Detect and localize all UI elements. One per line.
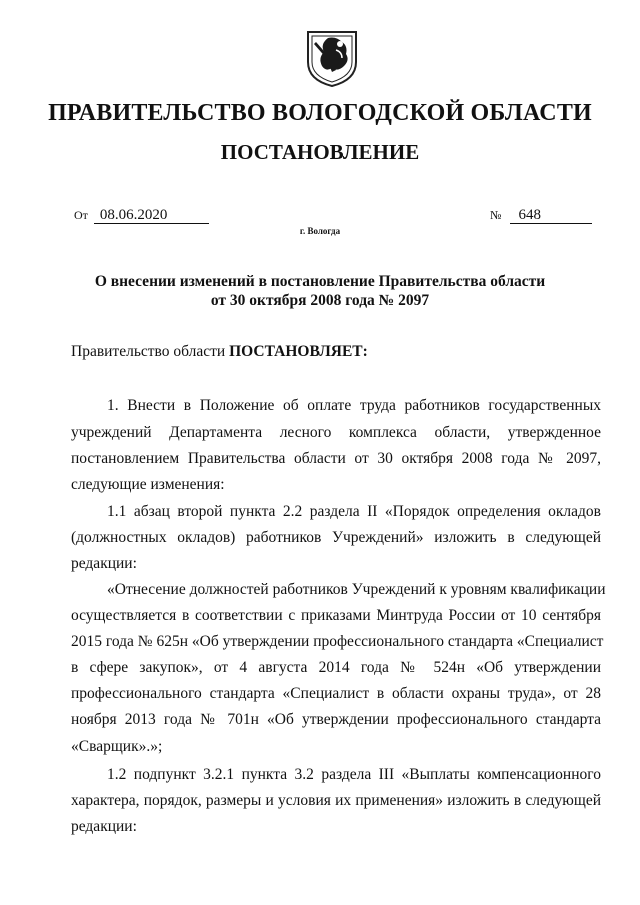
number-label: № — [490, 208, 502, 222]
subject-line: О внесении изменений в постановление Правительства области — [94, 273, 546, 290]
number-value: 648 — [510, 207, 592, 224]
date-value: 08.06.2020 — [94, 207, 209, 224]
government-title: ПРАВИТЕЛЬСТВО ВОЛОГОДСКОЙ ОБЛАСТИ — [48, 100, 592, 126]
paragraph-line: «Сварщик».»; — [71, 738, 163, 755]
paragraph-line: в сфере закупок», от 4 августа 2014 года № 524н «Об утверждении — [71, 659, 601, 676]
paragraph-line: 1. Внести в Положение об оплате труда работников государственных — [107, 397, 601, 414]
date-field — [74, 207, 209, 227]
paragraph-line: 1.1 абзац второй пункта 2.2 раздела II «Порядок определения окладов — [107, 503, 601, 520]
preamble — [71, 342, 368, 362]
preamble-bold: ПОСТАНОВЛЯЕТ: — [229, 343, 368, 360]
paragraph-line: характера, порядок, размеры и условия их применения» изложить в следующей — [71, 792, 601, 809]
paragraph-line: постановлением Правительства области от 30 октября 2008 года № 2097, — [71, 450, 601, 467]
decree-subject — [0, 272, 640, 310]
paragraph-line: учреждений Департамента лесного комплекса области, утвержденное — [71, 424, 601, 441]
city-label: г. Вологда — [299, 226, 341, 236]
paragraph-line: осуществляется в соответствии с приказами Минтруда России от 10 сентября — [71, 607, 601, 624]
date-label: От — [74, 208, 88, 222]
paragraph-line: следующие изменения: — [71, 476, 225, 493]
paragraph-line: 1.2 подпункт 3.2.1 пункта 3.2 раздела III «Выплаты компенсационного — [107, 766, 601, 783]
coat-of-arms-icon — [302, 28, 362, 88]
paragraph-line: редакции: — [71, 818, 137, 835]
paragraph-line: «Отнесение должностей работников Учреждений к уровням квалификации — [107, 581, 606, 598]
subject-line: от 30 октября 2008 года № 2097 — [210, 292, 430, 309]
paragraph-line: ноября 2013 года № 701н «Об утверждении профессионального стандарта — [71, 711, 601, 728]
paragraph-line: профессионального стандарта «Специалист в области охраны труда», от 28 — [71, 685, 601, 702]
document-type-title: ПОСТАНОВЛЕНИЕ — [220, 140, 420, 164]
paragraph-line: (должностных окладов) работников Учреждений» изложить в следующей — [71, 529, 601, 546]
paragraph-line: 2015 года № 625н «Об утверждении профессионального стандарта «Специалист — [71, 633, 604, 650]
preamble-text: Правительство области — [71, 343, 230, 360]
number-field — [490, 207, 592, 227]
paragraph-line: редакции: — [71, 555, 137, 572]
